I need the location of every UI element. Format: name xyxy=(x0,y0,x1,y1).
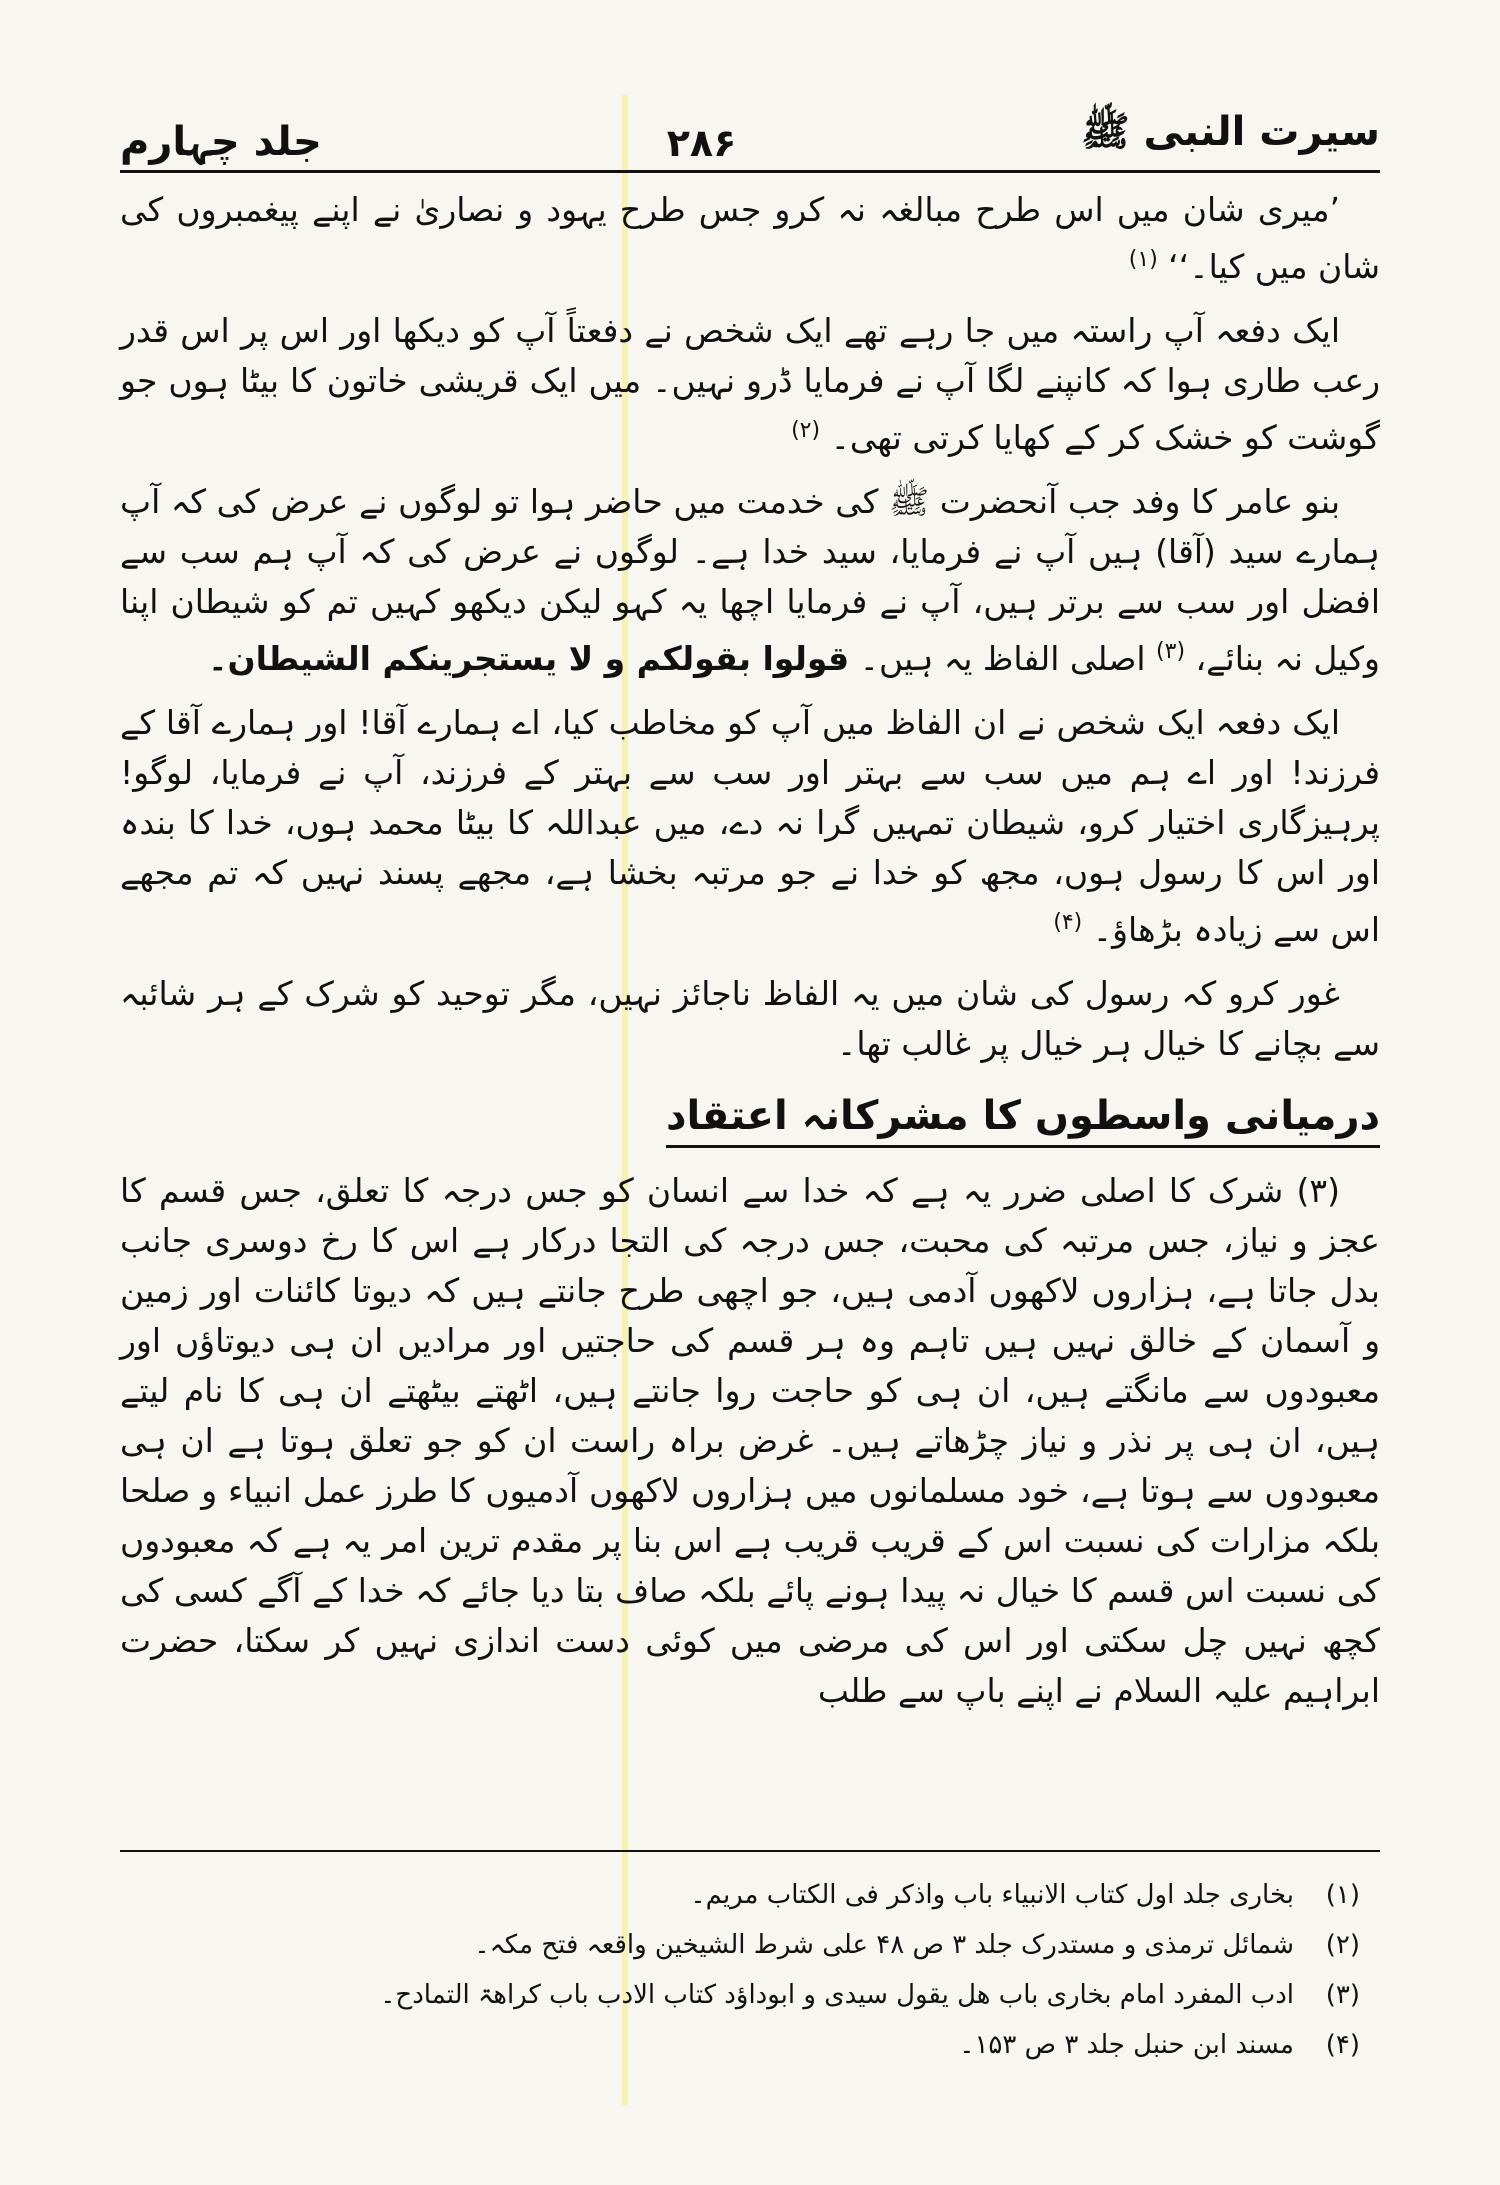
footnote-item xyxy=(120,1870,1360,1920)
footnote-ref-3: (۳) xyxy=(1156,639,1186,664)
paragraph-4 xyxy=(120,698,1380,955)
footnote-text: شمائل ترمذی و مستدرک جلد ۳ ص ۴۸ علی شرط الشیخین واقعہ فتح مکہ۔ xyxy=(474,1930,1294,1960)
paragraph-2 xyxy=(120,306,1380,463)
footnote-item xyxy=(120,1920,1360,1970)
paragraph-3-text: بنو عامر کا وفد جب آنحضرت ﷺ کی خدمت میں حاضر ہوا تو لوگوں نے عرض کی کہ آپ ہمارے سید (آقا) ہیں آپ نے فرمایا، سید خدا ہے۔ لوگوں نے عرض کی کہ آپ ہم سب سے افضل اور سب سے برتر ہیں، آپ نے فرمایا اچھا یہ کہو لیکن دیکھو کہیں تم کو شیطان اپنا وکیل نہ بنائے، xyxy=(120,482,1380,678)
footnote-text: ادب المفرد امام بخاری باب ھل یقول سیدی و ابوداؤد کتاب الادب باب کراھۃ التمادح۔ xyxy=(380,1980,1294,2010)
footnote-text: بخاری جلد اول کتاب الانبیاء باب واذکر فی الکتاب مریم۔ xyxy=(690,1880,1294,1910)
footnote-item xyxy=(120,2020,1360,2070)
paragraph-2-text: ایک دفعہ آپ راستہ میں جا رہے تھے ایک شخص نے دفعتاً آپ کو دیکھا اور اس پر اس قدر رعب طاری ہوا کہ کانپنے لگا آپ نے فرمایا ڈرو نہیں۔ میں ایک قریشی خاتون کا بیٹا ہوں جو گوشت کو خشک کر کے کھایا کرتی تھی۔ xyxy=(120,311,1380,457)
paragraph-6 xyxy=(120,1166,1380,1716)
page-header xyxy=(120,95,1380,165)
volume-label: جلد چہارم xyxy=(120,119,322,165)
page-number: ۲۸۶ xyxy=(666,121,737,165)
footnote-text: مسند ابن حنبل جلد ۳ ص ۱۵۳۔ xyxy=(959,2030,1294,2060)
footnote-number: (۲) xyxy=(1325,1930,1360,1960)
book-title: سیرت النبی ﷺ xyxy=(1081,109,1380,155)
footnote-ref-4: (۴) xyxy=(1053,910,1083,935)
section-heading: درمیانی واسطوں کا مشرکانہ اعتقاد xyxy=(666,1091,1380,1148)
header-divider xyxy=(120,170,1380,173)
footnote-number: (۳) xyxy=(1325,1980,1360,2010)
footnote-item xyxy=(120,1970,1360,2020)
footnote-ref-1: (۱) xyxy=(1128,247,1158,272)
footnote-number: (۴) xyxy=(1325,2030,1360,2060)
paragraph-1 xyxy=(120,185,1380,292)
arabic-quote: قولوا بقولکم و لا یستجرینکم الشیطان۔ xyxy=(208,639,850,678)
footnote-divider xyxy=(120,1850,1380,1852)
paragraph-4-text: ایک دفعہ ایک شخص نے ان الفاظ میں آپ کو مخاطب کیا، اے ہمارے آقا! اور ہمارے آقا کے فرزند! اور اے ہم میں سب سے بہتر اور سب سے بہتر کے فرزند، آپ نے فرمایا، لوگو! پرہیزگاری اختیار کرو، شیطان تمہیں گرا نہ دے، میں عبداللہ کا بیٹا محمد ہوں، خدا کا بندہ اور اس کا رسول ہوں، مجھ کو خدا نے جو مرتبہ بخشا ہے، مجھے پسند نہیں کہ تم مجھے اس سے زیادہ بڑھاؤ۔ xyxy=(120,703,1380,949)
section-heading-wrap xyxy=(120,1083,1380,1166)
footnote-number: (۱) xyxy=(1325,1880,1360,1910)
paragraph-5 xyxy=(120,969,1380,1069)
footnote-ref-2: (۲) xyxy=(791,418,821,443)
footnotes xyxy=(120,1870,1360,2070)
paragraph-6-text: (۳) شرک کا اصلی ضرر یہ ہے کہ خدا سے انسان کو جس درجہ کا تعلق، جس قسم کا عجز و نیاز، جس مرتبہ کی محبت، جس درجہ کی التجا درکار ہے اس کا رخ دوسری جانب بدل جاتا ہے، ہزاروں لاکھوں آدمی ہیں، جو اچھی طرح جانتے ہیں کہ دیوتا کائنات اور زمین و آسمان کے خالق نہیں ہیں تاہم وہ ہر قسم کی حاجتیں اور مرادیں ان ہی دیوتاؤں اور معبودوں سے مانگتے ہیں، ان ہی کو حاجت روا جانتے ہیں، اٹھتے بیٹھتے ان ہی کا نام لیتے ہیں، ان ہی پر نذر و نیاز چڑھاتے ہیں۔ غرض براہ راست ان کو جو تعلق ہوتا ہے ان ہی معبودوں سے ہوتا ہے، خود مسلمانوں میں ہزاروں لاکھوں آدمیوں کا طرز عمل انبیاء و صلحا بلکہ مزارات کی نسبت اس کے قریب قریب ہے اس بنا پر مقدم ترین امر یہ ہے کہ معبودوں کی نسبت اس قسم کا خیال نہ پیدا ہونے پائے بلکہ صاف بتا دیا جائے کہ خدا کے آگے کسی کی کچھ نہیں چل سکتی اور اس کی مرضی میں کوئی دست اندازی نہیں کر سکتا، حضرت ابراہیم علیہ السلام نے اپنے باپ سے طلب xyxy=(120,1171,1380,1710)
paragraph-5-text: غور کرو کہ رسول کی شان میں یہ الفاظ ناجائز نہیں، مگر توحید کو شرک کے ہر شائبہ سے بچانے کا خیال ہر خیال پر غالب تھا۔ xyxy=(120,974,1380,1063)
paragraph-3-continuation: اصلی الفاظ یہ ہیں۔ xyxy=(859,639,1146,678)
paragraph-3 xyxy=(120,477,1380,684)
paragraph-1-text: ’میری شان میں اس طرح مبالغہ نہ کرو جس طرح یہود و نصاریٰ نے اپنے پیغمبروں کی شان میں کیا۔‘‘ xyxy=(120,190,1380,286)
main-text xyxy=(120,185,1380,1730)
